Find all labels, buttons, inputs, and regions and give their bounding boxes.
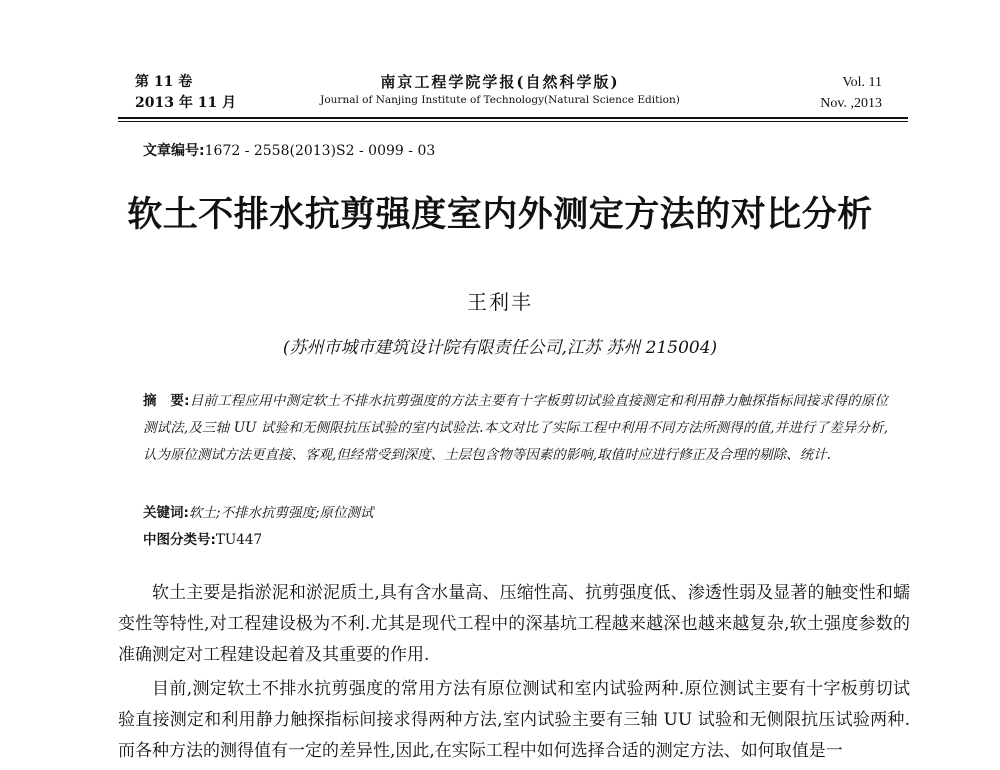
- classification-label: 中图分类号:: [143, 532, 216, 548]
- header-volume-date-en: [820, 72, 882, 114]
- author-affiliation: (苏州市城市建筑设计院有限责任公司,江苏 苏州 215004): [282, 338, 718, 358]
- header-volume-cn: 第 11 卷: [135, 74, 193, 90]
- header-date-cn: 2013 年 11 月: [135, 95, 237, 111]
- paper-title: 软土不排水抗剪强度室内外测定方法的对比分析: [127, 195, 873, 235]
- header-volume-en: Vol. 11: [842, 75, 882, 90]
- article-number-label: 文章编号:: [143, 143, 205, 159]
- abstract: [143, 388, 888, 469]
- body-paragraph-2: 目前,测定软土不排水抗剪强度的常用方法有原位测试和室内试验两种.原位测试主要有十字板剪切试验直接测定和利用静力触探指标间接求得两种方法,室内试验主要有三轴 UU 试验和无侧限抗压试验两种.而各种方法的测得值有一定的差异性,因此,在实际工程中如何选择合适的测定方法、如何取值是一: [118, 679, 910, 761]
- body-paragraph-1: 软土主要是指淤泥和淤泥质土,具有含水量高、压缩性高、抗剪强度低、渗透性弱及显著的触变性和蠕变性等特性,对工程建设极为不利.尤其是现代工程中的深基坑工程越来越深也越来越复杂,软土强度参数的准确测定对工程建设起着及其重要的作用.: [118, 583, 910, 665]
- article-number-value: 1672 - 2558(2013)S2 - 0099 - 03: [204, 143, 436, 159]
- keywords: [143, 500, 374, 527]
- body-text: [118, 578, 910, 770]
- header-rule-thick: [118, 117, 908, 119]
- abstract-text: 目前工程应用中测定软土不排水抗剪强度的方法主要有十字板剪切试验直接测定和利用静力触探指标间接求得的原位测试法,及三轴 UU 试验和无侧限抗压试验的室内试验法.本文对比了实际工程中利用不同方法所测得的值,并进行了差异分析,认为原位测试方法更直接、客观,但经常受到深度、土层包含物等因素的影响,取值时应进行修正及合理的剔除、统计.: [143, 393, 889, 463]
- classification-number: [143, 527, 262, 554]
- journal-name-en: Journal of Nanjing Institute of Technology(Natural Science Edition): [320, 94, 680, 106]
- header-rule-thin: [118, 121, 908, 122]
- keywords-label: 关键词:: [143, 505, 189, 521]
- paper-author: 王利丰: [467, 290, 533, 314]
- abstract-label: 摘 要:: [143, 393, 190, 409]
- header-date-en: Nov. ,2013: [820, 96, 882, 111]
- article-number: [143, 140, 435, 160]
- journal-name-cn: 南京工程学院学报(自然科学版): [380, 73, 620, 91]
- keywords-text: 软土;不排水抗剪强度;原位测试: [188, 505, 374, 521]
- classification-value: TU447: [215, 532, 263, 548]
